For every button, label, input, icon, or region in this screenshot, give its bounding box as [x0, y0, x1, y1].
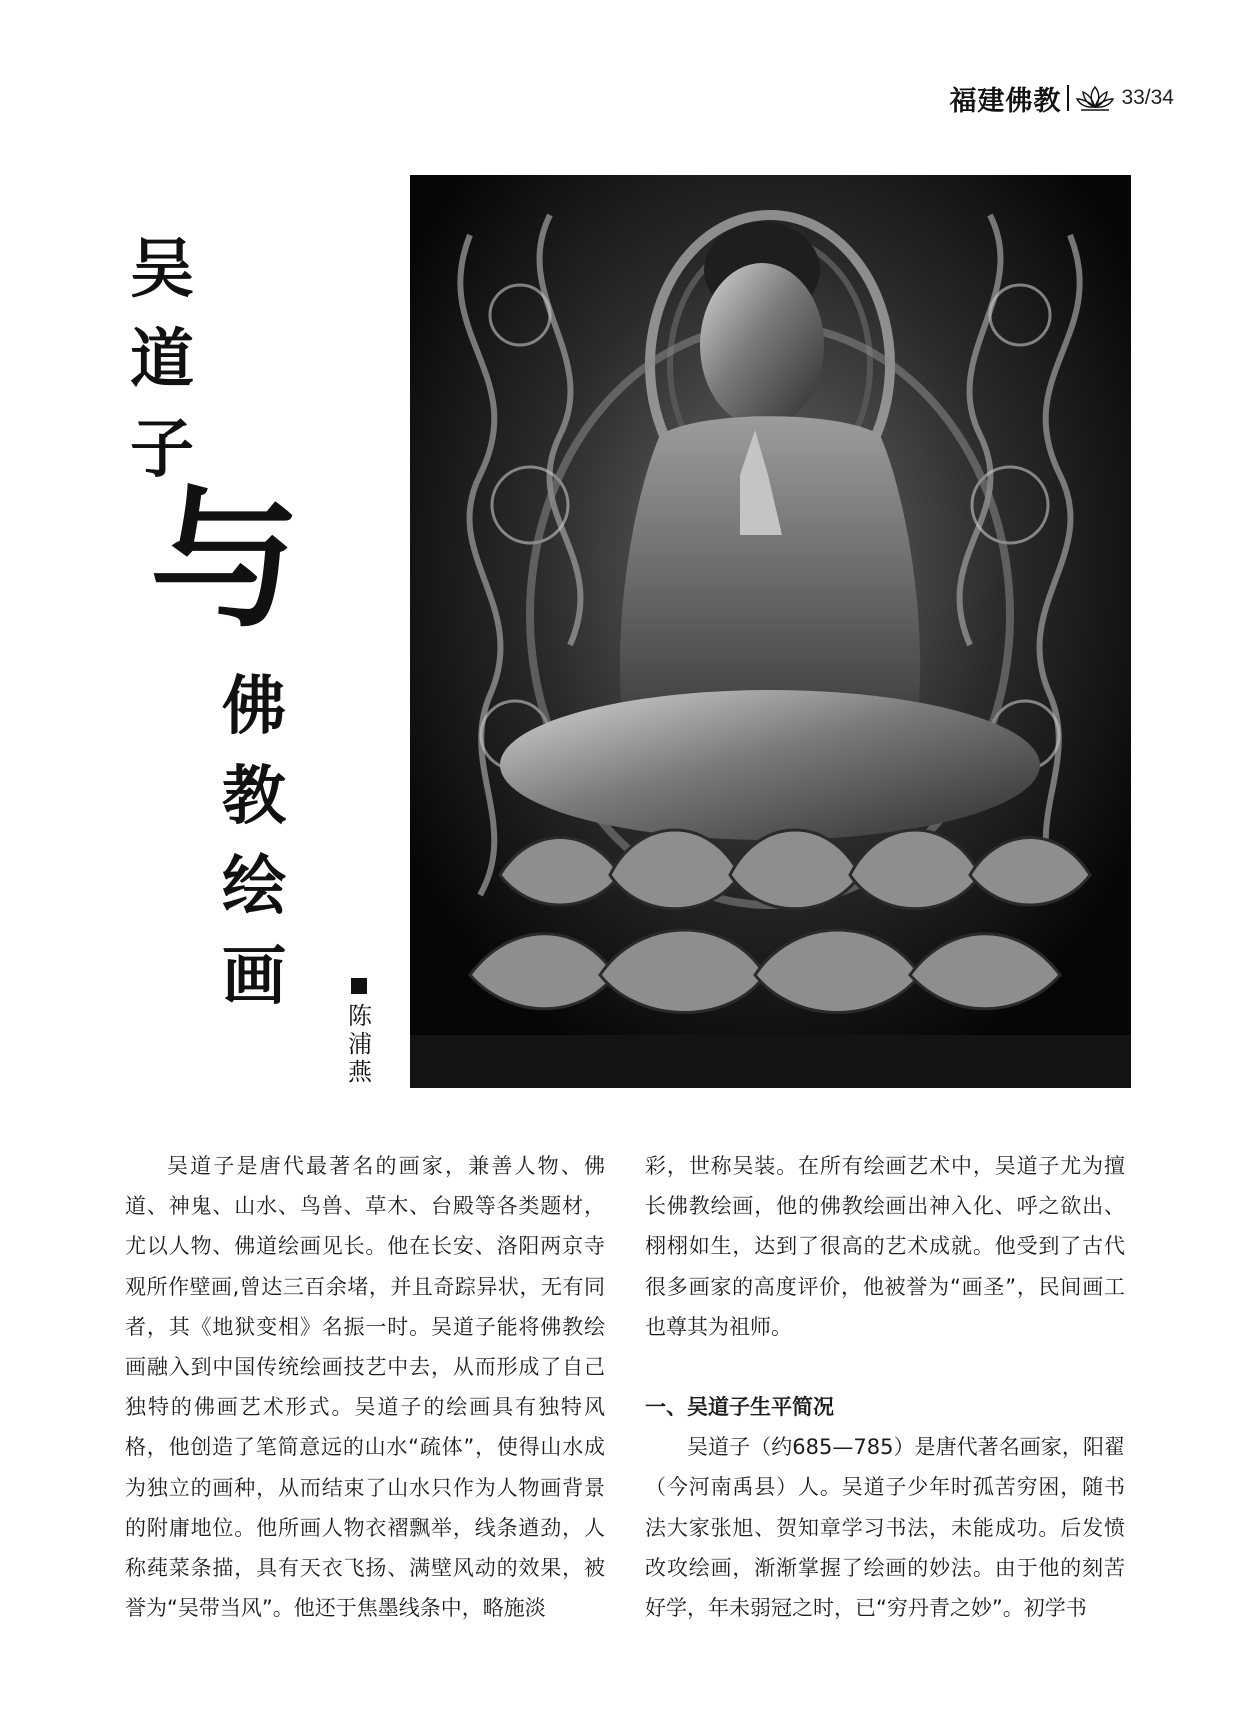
title-char: 画 — [222, 939, 286, 1014]
body-right-column — [645, 1146, 1125, 1628]
author-name — [346, 1002, 374, 1086]
body-left-column — [125, 1146, 605, 1628]
header-divider — [1067, 85, 1069, 111]
title-char: 道 — [130, 322, 194, 397]
body-paragraph: 吴道子是唐代最著名的画家，兼善人物、佛道、神鬼、山水、鸟兽、草木、台殿等各类题材，尤以人物、佛道绘画见长。他在长安、洛阳两京寺观所作壁画,曾达三百余堵，并且奇踪异状，无有同者，其《地狱变相》名振一时。吴道子能将佛教绘画融入到中国传统绘画技艺中去，从而形成了自己独特的佛画艺术形式。吴道子的绘画具有独特风格，他创造了笔简意远的山水“疏体”，使得山水成为独立的画种，从而结束了山水只作为人物画背景的附庸地位。他所画人物衣褶飘举，线条遒劲，人称莼菜条描，具有天衣飞扬、满壁风动的效果，被誉为“吴带当风”。他还于焦墨线条中，略施淡 — [125, 1154, 605, 1621]
body-paragraph: 吴道子（约685—785）是唐代著名画家，阳翟（今河南禹县）人。吴道子少年时孤苦穷困，随书法大家张旭、贺知章学习书法，未能成功。后发愤改攻绘画，渐渐掌握了绘画的妙法。由于他的刻苦好学，年未弱冠之时，已“穷丹青之妙”。初学书 — [645, 1435, 1125, 1621]
lotus-icon — [1075, 83, 1115, 113]
author-char: 陈 — [348, 1002, 372, 1030]
author-char: 浦 — [348, 1030, 372, 1058]
page-header — [949, 80, 1174, 116]
title-char: 子 — [130, 412, 194, 487]
page-numbers: 33/34 — [1121, 86, 1174, 109]
title-char: 佛 — [222, 669, 286, 744]
body-paragraph: 彩，世称吴装。在所有绘画艺术中，吴道子尤为擅长佛教绘画，他的佛教绘画出神入化、呼之欲出、栩栩如生，达到了很高的艺术成就。他受到了古代很多画家的高度评价，他被誉为“画圣”，民间画工也尊其为祖师。 — [645, 1154, 1125, 1339]
title-char: 与 — [150, 472, 301, 648]
title-char: 绘 — [222, 849, 286, 924]
section-heading: 一、吴道子生平简况 — [645, 1395, 834, 1420]
author-char: 燕 — [348, 1058, 372, 1086]
title-char: 教 — [222, 759, 286, 834]
author-marker — [351, 978, 367, 994]
buddha-statue-image — [410, 175, 1131, 1088]
title-char: 吴 — [130, 232, 194, 307]
magazine-title: 福建佛教 — [949, 85, 1062, 117]
